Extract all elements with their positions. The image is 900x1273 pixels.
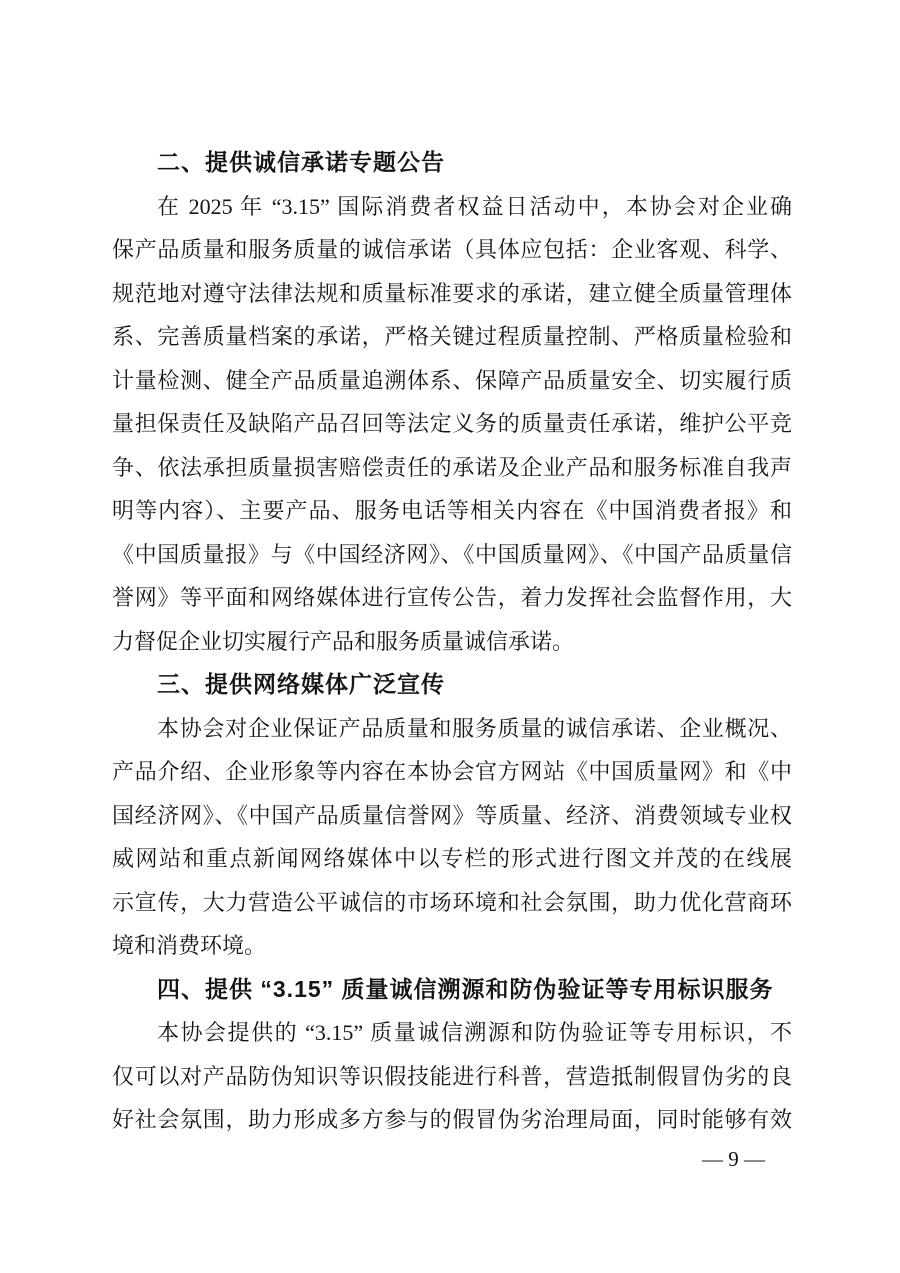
section-heading: 三、提供网络媒体广泛宣传 <box>157 671 445 697</box>
paragraph-line: 国经济网》、《中国产品质量信誉网》等质量、经济、消费领域专业权 <box>112 802 792 828</box>
paragraph-line: 产品介绍、企业形象等内容在本协会官方网站《中国质量网》和《中 <box>112 759 792 784</box>
paragraph-line: 好社会氛围，助力形成多方参与的假冒伪劣治理局面，同时能够有效 <box>112 1107 792 1132</box>
paragraph-line: 境和消费环境。 <box>112 933 267 958</box>
page-number: — 9 — <box>702 1147 765 1171</box>
paragraph-line: 本协会对企业保证产品质量和服务质量的诚信承诺、企业概况、 <box>157 715 792 741</box>
paragraph-line: 本协会提供的 “3.15” 质量诚信溯源和防伪验证等专用标识，不 <box>157 1020 792 1045</box>
paragraph-line: 在 2025 年 “3.15” 国际消费者权益日活动中，本协会对企业确 <box>157 193 792 219</box>
paragraph-line: 争、依法承担质量损害赔偿责任的承诺及企业产品和服务标准自我声 <box>112 454 792 480</box>
section-heading: 二、提供诚信承诺专题公告 <box>157 149 445 175</box>
section-heading: 四、提供 “3.15” 质量诚信溯源和防伪验证等专用标识服务 <box>157 975 774 1002</box>
paragraph-line: 规范地对遵守法律法规和质量标准要求的承诺，建立健全质量管理体 <box>112 280 792 306</box>
paragraph-line: 保产品质量和服务质量的诚信承诺（具体应包括：企业客观、科学、 <box>112 237 792 262</box>
paragraph-line: 力督促企业切实履行产品和服务质量诚信承诺。 <box>112 628 575 654</box>
paragraph-line: 威网站和重点新闻网络媒体中以专栏的形式进行图文并茂的在线展 <box>112 846 792 871</box>
paragraph-line: 示宣传，大力营造公平诚信的市场环境和社会氛围，助力优化营商环 <box>112 889 792 915</box>
paragraph-line: 誉网》等平面和网络媒体进行宣传公告，着力发挥社会监督作用，大 <box>112 585 792 610</box>
paragraph-line: 《中国质量报》与《中国经济网》、《中国质量网》、《中国产品质量信 <box>112 541 792 567</box>
paragraph-line: 计量检测、健全产品质量追溯体系、保障产品质量安全、切实履行质 <box>112 367 792 393</box>
paragraph-line: 系、完善质量档案的承诺，严格关键过程质量控制、严格质量检验和 <box>112 324 792 349</box>
paragraph-line: 仅可以对产品防伪知识等识假技能进行科普，营造抵制假冒伪劣的良 <box>112 1063 792 1089</box>
paragraph-line: 量担保责任及缺陷产品召回等法定义务的质量责任承诺，维护公平竞 <box>112 411 792 436</box>
paragraph-line: 明等内容）、主要产品、服务电话等相关内容在《中国消费者报》和 <box>112 498 792 523</box>
page-footer <box>702 1138 765 1182</box>
document-body <box>112 141 792 1142</box>
